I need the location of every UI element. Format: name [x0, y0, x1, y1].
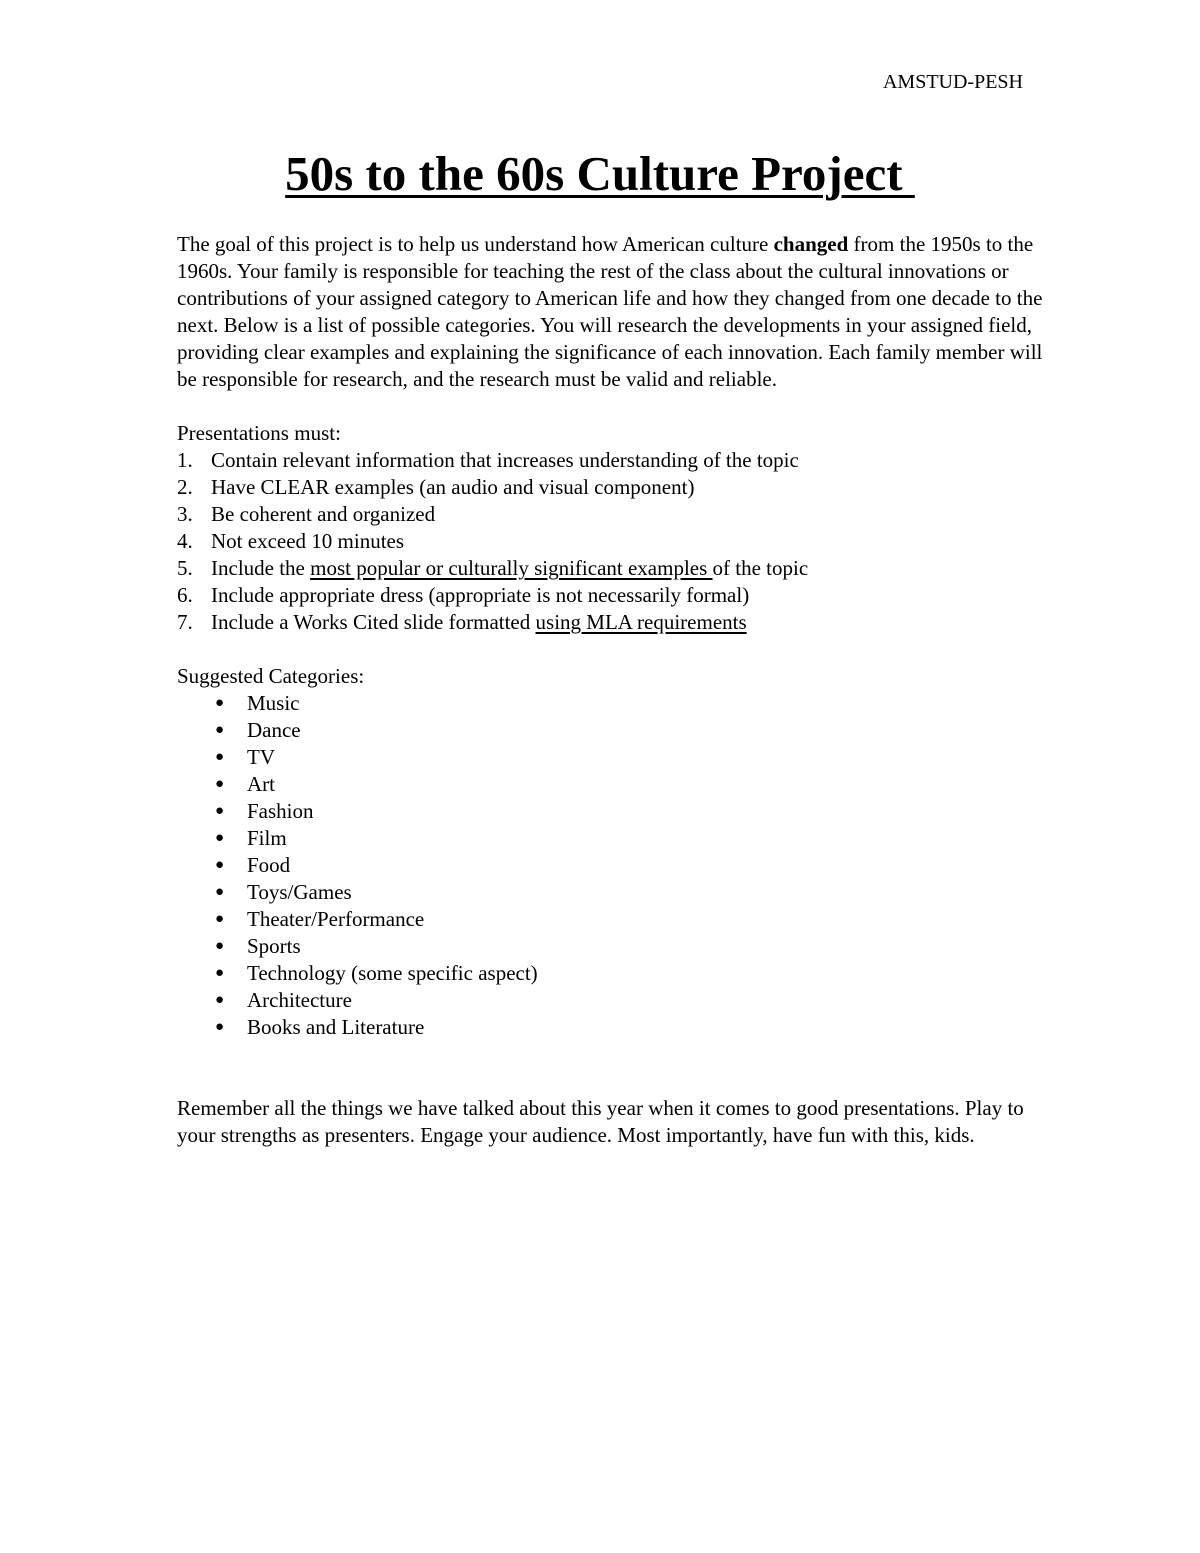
category-label: TV	[247, 745, 275, 769]
bullet-icon: ●	[215, 830, 225, 846]
spacer	[177, 393, 1047, 420]
category-label: Dance	[247, 718, 301, 742]
course-code: AMSTUD-PESH	[882, 71, 1023, 93]
category-label: Food	[247, 853, 291, 877]
title-text: 50s to the 60s Culture Project	[285, 146, 915, 201]
bullet-icon: ●	[215, 722, 225, 738]
document-body	[177, 231, 1047, 1149]
list-item	[177, 447, 1047, 474]
list-item	[177, 582, 1047, 609]
bullet-icon: ●	[215, 938, 225, 954]
list-item	[177, 933, 1047, 960]
list-item	[177, 960, 1047, 987]
category-label: Architecture	[247, 988, 352, 1012]
list-item	[177, 771, 1047, 798]
bullet-icon: ●	[215, 1019, 225, 1035]
list-item	[177, 609, 1047, 636]
bullet-icon: ●	[215, 965, 225, 981]
item-text-end: of the topic	[712, 556, 809, 580]
item-text-start: Include the	[211, 556, 311, 580]
category-label: Music	[247, 691, 300, 715]
requirements-list	[177, 447, 1047, 636]
intro-text-start: The goal of this project is to help us understand how American culture	[177, 232, 774, 256]
list-item	[177, 879, 1047, 906]
bullet-icon: ●	[215, 695, 225, 711]
spacer	[177, 1041, 1047, 1095]
spacer	[177, 636, 1047, 663]
item-number: 5.	[177, 556, 193, 580]
bullet-icon: ●	[215, 911, 225, 927]
list-item	[177, 987, 1047, 1014]
list-item	[177, 528, 1047, 555]
intro-text-end: from the 1950s to the 1960s. Your family is responsible for teaching the rest of the class about the cultural innovations or contributions of your assigned category to American life and how they changed from one decade to the next. Below is a list of possible categories. You will research the developments in your assigned field, providing clear examples and explaining the significance of each innovation. Each family member will be responsible for research, and the research must be valid and reliable.	[177, 232, 1043, 391]
list-item	[177, 690, 1047, 717]
item-number: 3.	[177, 502, 193, 526]
list-item	[177, 1014, 1047, 1041]
list-item	[177, 555, 1047, 582]
list-item	[177, 744, 1047, 771]
bullet-icon: ●	[215, 857, 225, 873]
item-underlined-text: most popular or culturally significant examples	[310, 556, 713, 580]
item-number: 6.	[177, 583, 193, 607]
bullet-icon: ●	[215, 776, 225, 792]
intro-paragraph	[177, 231, 1047, 393]
category-label: Theater/Performance	[247, 907, 425, 931]
item-text: Have CLEAR examples (an audio and visual component)	[211, 475, 695, 499]
item-underlined-text: using MLA requirements	[535, 610, 747, 634]
item-text-start: Include a Works Cited slide formatted	[211, 610, 536, 634]
bullet-icon: ●	[215, 803, 225, 819]
list-item	[177, 906, 1047, 933]
list-item	[177, 501, 1047, 528]
item-text: Contain relevant information that increases understanding of the topic	[211, 448, 799, 472]
list-item	[177, 474, 1047, 501]
category-label: Sports	[247, 934, 301, 958]
requirements-heading: Presentations must:	[177, 421, 341, 445]
category-label: Toys/Games	[247, 880, 352, 904]
category-label: Fashion	[247, 799, 314, 823]
category-label: Film	[247, 826, 287, 850]
intro-bold-word: changed	[773, 232, 849, 256]
list-item	[177, 798, 1047, 825]
item-number: 4.	[177, 529, 193, 553]
item-text: Include appropriate dress (appropriate is not necessarily formal)	[211, 583, 750, 607]
category-label: Books and Literature	[247, 1015, 425, 1039]
closing-paragraph: Remember all the things we have talked about this year when it comes to good presentations. Play to your strengths as presenters. Engage your audience. Most importantly, have fun with this, kids.	[177, 1096, 1024, 1147]
bullet-icon: ●	[215, 992, 225, 1008]
item-number: 7.	[177, 610, 193, 634]
item-text: Not exceed 10 minutes	[211, 529, 405, 553]
list-item	[177, 717, 1047, 744]
list-item	[177, 852, 1047, 879]
category-label: Technology (some specific aspect)	[247, 961, 538, 985]
item-text: Be coherent and organized	[211, 502, 436, 526]
categories-heading: Suggested Categories:	[177, 664, 365, 688]
page-title	[0, 144, 1200, 204]
bullet-icon: ●	[215, 749, 225, 765]
bullet-icon: ●	[215, 884, 225, 900]
list-item	[177, 825, 1047, 852]
item-number: 2.	[177, 475, 193, 499]
category-label: Art	[247, 772, 275, 796]
item-number: 1.	[177, 448, 193, 472]
categories-list	[177, 690, 1047, 1041]
